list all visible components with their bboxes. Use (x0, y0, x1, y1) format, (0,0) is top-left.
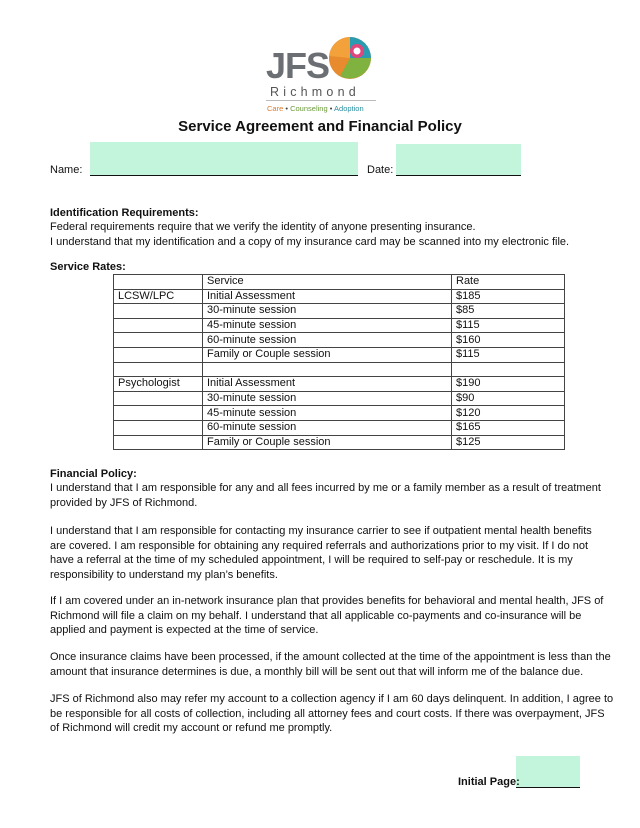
initial-page-label: Initial Page: (458, 776, 520, 788)
date-underline (396, 175, 521, 176)
service-cell: Family or Couple session (203, 435, 452, 450)
service-rates-heading: Service Rates: (50, 261, 126, 273)
service-cell: Initial Assessment (203, 377, 452, 392)
provider-cell (114, 420, 203, 435)
page-title: Service Agreement and Financial Policy (178, 118, 462, 135)
table-row (114, 377, 565, 392)
rate-cell: $90 (452, 391, 565, 406)
service-cell: 45-minute session (203, 318, 452, 333)
logo-circle-icon (328, 36, 372, 80)
service-cell: Family or Couple session (203, 347, 452, 362)
financial-policy-p1: I understand that I am responsible for any and all fees incurred by me or a family member as a result of treatment provided by JFS of Richmond. (50, 482, 601, 509)
table-row (114, 333, 565, 348)
financial-policy-p2: I understand that I am responsible for contacting my insurance carrier to see if outpatient mental health benefits are covered. I am responsible for obtaining any required referrals and authorizations prior to my visit. If I do not have a referral at the time of my scheduled appointment, I will be required to self-pay or reschedule. It is my responsibility to understand my plan’s benefits. (50, 525, 592, 581)
table-row (114, 391, 565, 406)
table-row (114, 435, 565, 450)
table-row (114, 304, 565, 319)
name-underline (90, 175, 358, 176)
logo-wordmark: JFS (266, 45, 330, 86)
provider-cell: LCSW/LPC (114, 289, 203, 304)
provider-cell (114, 275, 203, 290)
provider-cell (114, 435, 203, 450)
table-header-row (114, 275, 565, 290)
financial-policy-p5: JFS of Richmond also may refer my account to a collection agency if I am 60 days delinquent. In addition, I agree to be responsible for all costs of collection, including all attorney fees and court costs. If there was overpayment, JFS of Richmond will credit my account or refund me promptly. (50, 693, 614, 735)
identification-heading: Identification Requirements: (50, 207, 199, 219)
date-label: Date: (367, 164, 394, 176)
service-rates-table (113, 274, 565, 450)
rate-cell: $120 (452, 406, 565, 421)
table-row (114, 289, 565, 304)
name-label: Name: (50, 164, 83, 176)
service-cell: 45-minute session (203, 406, 452, 421)
service-cell: 30-minute session (203, 304, 452, 319)
jfs-logo (262, 36, 382, 118)
rate-cell: $115 (452, 347, 565, 362)
rate-cell: $160 (452, 333, 565, 348)
rate-cell (452, 362, 565, 377)
identification-text: Federal requirements require that we verify the identity of anyone presenting insurance. I understand that my identification and a copy of my insurance card may be scanned into my electronic file. (50, 221, 570, 248)
financial-policy-p4: Once insurance claims have been processed, if the amount collected at the time of the appointment is less than the amount that insurance determines is due, a monthly bill will be sent out that will inform me of the balance due. (50, 651, 611, 678)
name-input[interactable] (90, 142, 358, 176)
service-cell: Service (203, 275, 452, 290)
provider-cell (114, 391, 203, 406)
provider-cell (114, 362, 203, 377)
table-row (114, 318, 565, 333)
table-row (114, 362, 565, 377)
rate-cell: Rate (452, 275, 565, 290)
provider-cell (114, 318, 203, 333)
table-row (114, 406, 565, 421)
table-row (114, 347, 565, 362)
date-input[interactable] (396, 144, 521, 176)
rate-cell: $115 (452, 318, 565, 333)
rate-cell: $85 (452, 304, 565, 319)
service-cell (203, 362, 452, 377)
rate-cell: $165 (452, 420, 565, 435)
financial-policy-p3: If I am covered under an in-network insurance plan that provides benefits for behavioral and mental health, JFS of Richmond will file a claim on my behalf. I understand that all applicable co-payments and co-insurance will be applied and payment is expected at the time of service. (50, 595, 604, 637)
service-cell: 30-minute session (203, 391, 452, 406)
service-cell: 60-minute session (203, 420, 452, 435)
rate-cell: $125 (452, 435, 565, 450)
provider-cell (114, 304, 203, 319)
logo-divider (266, 100, 376, 101)
service-cell: Initial Assessment (203, 289, 452, 304)
financial-policy-heading: Financial Policy: (50, 468, 137, 480)
provider-cell (114, 333, 203, 348)
initial-input[interactable] (516, 756, 580, 788)
rate-cell: $190 (452, 377, 565, 392)
logo-tagline: Care • Counseling • Adoption (267, 104, 364, 113)
provider-cell (114, 406, 203, 421)
rate-cell: $185 (452, 289, 565, 304)
provider-cell (114, 347, 203, 362)
provider-cell: Psychologist (114, 377, 203, 392)
service-cell: 60-minute session (203, 333, 452, 348)
initial-underline (516, 787, 580, 788)
table-row (114, 420, 565, 435)
logo-city: Richmond (270, 85, 360, 99)
